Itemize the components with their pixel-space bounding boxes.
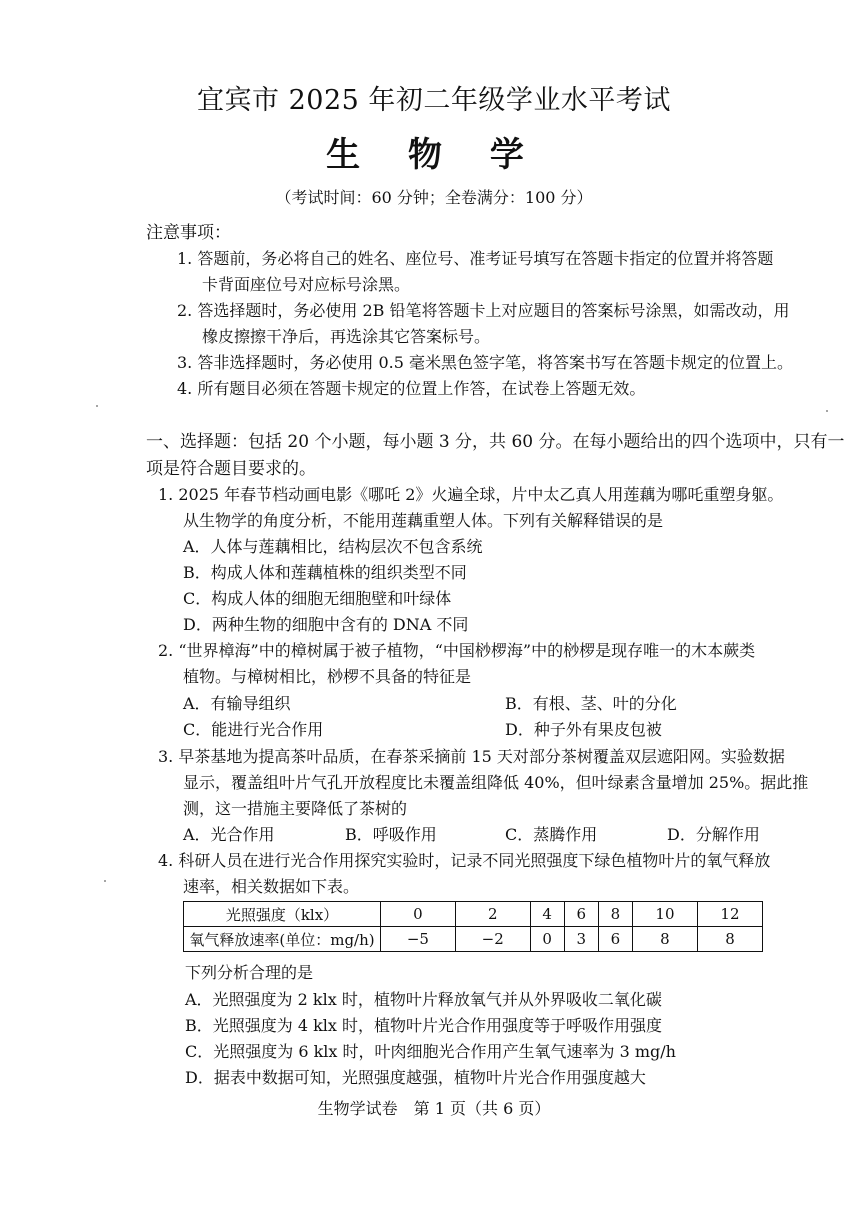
q2-stem-line-1: 2. “世界樟海”中的樟树属于被子植物，“中国桫椤海”中的桫椤是现存唯一的木本蕨类 <box>158 641 756 660</box>
notice-item-2-line-1: 2. 答选择题时，务必使用 2B 铅笔将答题卡上对应题目的答案标号涂黑，如需改动，用 <box>177 301 790 320</box>
table-cell: 3 <box>564 927 598 952</box>
table-cell: 12 <box>697 902 762 927</box>
table-cell: 8 <box>697 927 762 952</box>
q4-prompt: 下列分析合理的是 <box>185 963 314 982</box>
q2-option-b: B．有根、茎、叶的分化 <box>505 694 677 713</box>
notice-item-2-line-2: 橡皮擦擦干净后，再选涂其它答案标号。 <box>202 327 491 346</box>
table-cell: −5 <box>381 927 456 952</box>
table-cell: 4 <box>530 902 564 927</box>
table-cell: 0 <box>530 927 564 952</box>
q2-option-d: D．种子外有果皮包被 <box>505 720 662 739</box>
q4-stem-line-1: 4. 科研人员在进行光合作用探究实验时，记录不同光照强度下绿色植物叶片的氧气释放 <box>158 851 771 870</box>
q4-option-b: B．光照强度为 4 klx 时，植物叶片光合作用强度等于呼吸作用强度 <box>185 1016 663 1035</box>
q2-option-a: A．有输导组织 <box>183 694 291 713</box>
table-row <box>184 927 763 952</box>
scan-speck <box>96 405 98 407</box>
notice-item-4: 4. 所有题目必须在答题卡规定的位置上作答，在试卷上答题无效。 <box>177 379 646 398</box>
q3-stem-line-3: 测，这一措施主要降低了茶树的 <box>183 799 408 818</box>
q4-option-a: A．光照强度为 2 klx 时，植物叶片释放氧气并从外界吸收二氧化碳 <box>185 990 662 1009</box>
q3-option-c: C．蒸腾作用 <box>505 825 598 844</box>
q4-option-d: D．据表中数据可知，光照强度越强，植物叶片光合作用强度越大 <box>185 1068 646 1087</box>
scan-speck <box>104 880 106 882</box>
table-cell: 0 <box>381 902 456 927</box>
scan-speck <box>826 410 828 412</box>
q3-option-d: D．分解作用 <box>667 825 760 844</box>
q1-stem-line-1: 1. 2025 年春节档动画电影《哪吒 2》火遍全球，片中太乙真人用莲藕为哪吒重塑身躯。 <box>158 485 784 504</box>
q3-option-b: B．呼吸作用 <box>345 825 437 844</box>
page-footer: 生物学试卷 第 1 页（共 6 页） <box>317 1099 551 1118</box>
table-cell: 10 <box>632 902 697 927</box>
table-cell: 6 <box>564 902 598 927</box>
exam-title: 宜宾市 2025 年初二年级学业水平考试 <box>197 85 671 116</box>
q1-option-b: B．构成人体和莲藕植株的组织类型不同 <box>183 563 467 582</box>
table-row-header: 光照强度（klx） <box>184 902 381 927</box>
q3-stem-line-2: 显示，覆盖组叶片气孔开放程度比未覆盖组降低 40%，但叶绿素含量增加 25%。据此推 <box>183 773 809 792</box>
notice-item-1-line-1: 1. 答题前，务必将自己的姓名、座位号、准考证号填写在答题卡指定的位置并将答题 <box>177 249 774 268</box>
section-heading-line-2: 项是符合题目要求的。 <box>146 459 316 479</box>
light-oxygen-table <box>183 901 763 952</box>
notice-heading: 注意事项： <box>146 223 231 243</box>
q4-stem-line-2: 速率，相关数据如下表。 <box>183 877 360 896</box>
q1-option-c: C．构成人体的细胞无细胞壁和叶绿体 <box>183 589 452 608</box>
q1-option-d: D．两种生物的细胞中含有的 DNA 不同 <box>183 615 469 634</box>
notice-item-3: 3. 答非选择题时，务必使用 0.5 毫米黑色签字笔，将答案书写在答题卡规定的位置上。 <box>177 353 793 372</box>
table-cell: 8 <box>598 902 632 927</box>
q2-option-c: C．能进行光合作用 <box>183 720 324 739</box>
table-cell: 2 <box>455 902 530 927</box>
section-heading-line-1: 一、选择题：包括 20 个小题，每小题 3 分，共 60 分。在每小题给出的四个选项中，只有一 <box>146 432 845 452</box>
table-cell: −2 <box>455 927 530 952</box>
q4-option-c: C．光照强度为 6 klx 时，叶肉细胞光合作用产生氧气速率为 3 mg/h <box>185 1042 676 1061</box>
notice-item-1-line-2: 卡背面座位号对应标号涂黑。 <box>202 275 411 294</box>
subject-title: 生 物 学 <box>326 135 542 175</box>
q1-option-a: A．人体与莲藕相比，结构层次不包含系统 <box>183 537 483 556</box>
q1-stem-line-2: 从生物学的角度分析，不能用莲藕重塑人体。下列有关解释错误的是 <box>183 511 664 530</box>
q3-stem-line-1: 3. 早茶基地为提高茶叶品质，在春茶采摘前 15 天对部分茶树覆盖双层遮阳网。实验数据 <box>158 747 785 766</box>
table-cell: 6 <box>598 927 632 952</box>
table-row-header: 氧气释放速率(单位：mg/h) <box>184 927 381 952</box>
table-row <box>184 902 763 927</box>
q2-stem-line-2: 植物。与樟树相比，桫椤不具备的特征是 <box>183 667 472 686</box>
exam-meta: （考试时间：60 分钟；全卷满分：100 分） <box>275 188 593 207</box>
q3-option-a: A．光合作用 <box>183 825 275 844</box>
table-cell: 8 <box>632 927 697 952</box>
